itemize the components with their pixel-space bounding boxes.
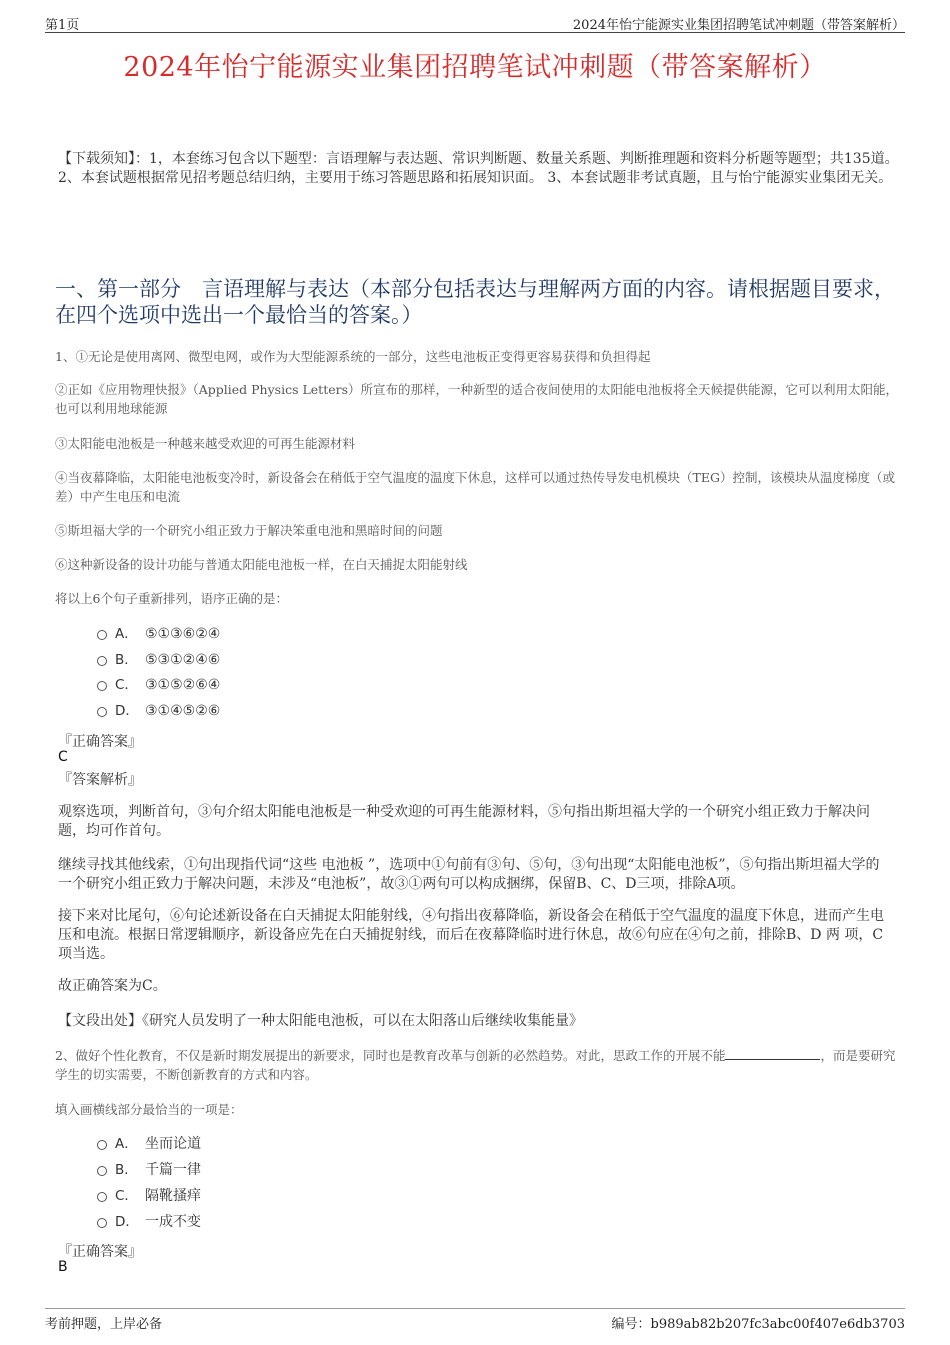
q1-answer: C: [58, 749, 68, 765]
radio-icon[interactable]: [97, 656, 107, 666]
q1-option-c[interactable]: C． ③①⑤②⑥④: [97, 675, 220, 695]
header-doc-title: 2024年怡宁能源实业集团招聘笔试冲刺题（带答案解析）: [572, 18, 905, 33]
q1-option-d[interactable]: D． ③①④⑤②⑥: [97, 701, 220, 721]
radio-icon[interactable]: [97, 1192, 107, 1202]
section-heading: 一、第一部分 言语理解与表达（本部分包括表达与理解两方面的内容。请根据题目要求，在四个选项中选出一个最恰当的答案。）: [55, 277, 895, 327]
q1-sentence-2: ②正如《应用物理快报》（Applied Physics Letters）所宣布的那样，一种新型的适合夜间使用的太阳能电池板将全天候提供能源，它可以利用太阳能，也可以利用地球能源: [55, 382, 899, 416]
q2-stem: 2、做好个性化教育，不仅是新时期发展提出的新要求，同时也是教育改革与创新的必然趋势。对此，思政工作的开展不能 ，而是要研究学生的切实需要，不断创新教育的方式和内容。: [55, 1048, 896, 1082]
q1-sentence-4: ④当夜幕降临，太阳能电池板变冷时，新设备会在稍低于空气温度的温度下休息，这样可以通过热传导发电机模块（TEG）控制，该模块从温度梯度（或差）中产生电压和电流: [55, 470, 895, 504]
footer-doc-id: 编号：b989ab82b207fc3abc00f407e6db3703: [611, 1317, 905, 1332]
radio-icon[interactable]: [97, 681, 107, 691]
q1-option-a[interactable]: A． ⑤①③⑥②④: [97, 624, 220, 644]
q1-analysis-3: 接下来对比尾句，⑥句论述新设备在白天捕捉太阳能射线，④句指出夜幕降临，新设备会在稍低于空气温度的温度下休息，进而产生电压和电流。根据日常逻辑顺序，新设备应先在白天捕捉射线，而后在夜幕降临时进行休息，故⑥句应在④句之前，排除B、D 两 项，C项当选。: [58, 908, 884, 962]
q2-answer: B: [58, 1259, 68, 1275]
q1-analysis-tag: 『答案解析』: [58, 772, 142, 788]
q1-sentence-6: ⑥这种新设备的设计功能与普通太阳能电池板一样，在白天捕捉太阳能射线: [55, 557, 468, 572]
radio-icon[interactable]: [97, 1218, 107, 1228]
q1-prompt: 将以上6个句子重新排列，语序正确的是：: [55, 591, 288, 606]
page-number: 第1页: [45, 18, 80, 33]
radio-icon[interactable]: [97, 707, 107, 717]
q2-option-d[interactable]: D． 一成不变: [97, 1212, 201, 1232]
q2-answer-tag: 『正确答案』: [58, 1244, 142, 1260]
q1-sentence-3: ③太阳能电池板是一种越来越受欢迎的可再生能源材料: [55, 436, 356, 451]
q2-option-a[interactable]: A． 坐而论道: [97, 1134, 201, 1154]
q1-source: 【文段出处】《研究人员发明了一种太阳能电池板，可以在太阳落山后继续收集能量》: [58, 1013, 583, 1029]
page-title: 2024年怡宁能源实业集团招聘笔试冲刺题（带答案解析）: [123, 52, 827, 83]
q1-answer-tag: 『正确答案』: [58, 734, 142, 750]
q2-option-b[interactable]: B． 千篇一律: [97, 1160, 201, 1180]
fill-blank: [725, 1047, 820, 1060]
q1-sentence-5: ⑤斯坦福大学的一个研究小组正致力于解决笨重电池和黑暗时间的问题: [55, 523, 443, 538]
q2-prompt: 填入画横线部分最恰当的一项是：: [55, 1102, 243, 1117]
header-divider: [45, 32, 905, 33]
download-notice: 【下载须知】：1，本套练习包含以下题型：言语理解与表达题、常识判断题、数量关系题、判断推理题和资料分析题等题型；共135道。 2、本套试题根据常见招考题总结归纳，主要用于练习答题思路和拓展知识面。 3、本套试题非考试真题，且与怡宁能源实业集团无关。: [58, 151, 899, 186]
radio-icon[interactable]: [97, 1166, 107, 1176]
q1-analysis-1: 观察选项，判断首句，③句介绍太阳能电池板是一种受欢迎的可再生能源材料，⑤句指出斯坦福大学的一个研究小组正致力于解决问题，均可作首句。: [58, 804, 870, 839]
footer-divider: [45, 1308, 905, 1309]
footer-slogan: 考前押题，上岸必备: [45, 1317, 163, 1332]
radio-icon[interactable]: [97, 630, 107, 640]
radio-icon[interactable]: [97, 1140, 107, 1150]
q1-analysis-2: 继续寻找其他线索，①句出现指代词“这些 电池板 ”，选项中①句前有③句、⑤句，③句出现“太阳能电池板”，⑤句指出斯坦福大学的一个研究小组正致力于解决问题，未涉及“电池板”，故③①两句可以构成捆绑，保留B、C、D三项，排除A项。: [58, 857, 880, 892]
q1-analysis-4: 故正确答案为C。: [58, 978, 167, 994]
q1-sentence-1: 1、①无论是使用离网、微型电网，或作为大型能源系统的一部分，这些电池板正变得更容易获得和负担得起: [55, 349, 651, 364]
q2-option-c[interactable]: C． 隔靴搔痒: [97, 1186, 201, 1206]
q1-option-b[interactable]: B． ⑤③①②④⑥: [97, 650, 220, 670]
